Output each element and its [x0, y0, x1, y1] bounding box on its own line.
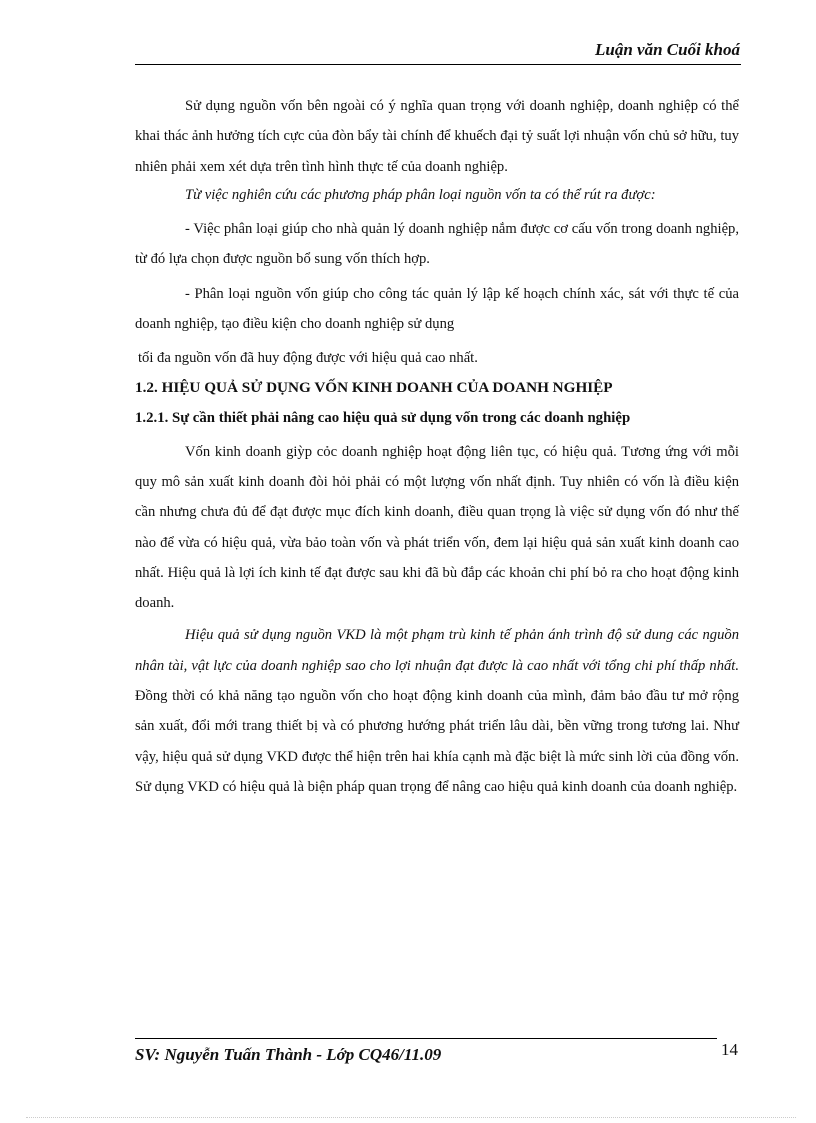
section-heading: 1.2. HIỆU QUẢ SỬ DỤNG VỐN KINH DOANH CỦA DOANH NGHIỆP — [135, 378, 613, 396]
page-body — [135, 91, 739, 802]
paragraph-external-capital: Sử dụng nguồn vốn bên ngoài có ý nghĩa quan trọng với doanh nghiệp, doanh nghiệp có thể khai thác ảnh hưởng tích cực của đòn bẩy tài chính để khuếch đại tỷ suất lợi nhuận vốn chủ sở hữu, tuy nhiên phải xem xét dựa trên tình hình thực tế của doanh nghiệp. — [135, 98, 739, 175]
footer-rule — [135, 1038, 717, 1039]
paragraph-efficiency-definition — [135, 620, 739, 802]
page-bottom-edge — [26, 1117, 796, 1118]
page-number: 14 — [721, 1040, 738, 1059]
efficiency-definition-rest: Đồng thời có khả năng tạo nguồn vốn cho hoạt động kinh doanh của mình, đảm bảo đầu tư mở rộng sản xuất, đổi mới trang thiết bị và có phương hướng phát triển lâu dài, bền vững trong tương lai. Như vậy, hiệu quả sử dụng VKD được thể hiện trên hai khía cạnh mà đặc biệt là mức sinh lời của đồng vốn. Sử dụng VKD có hiệu quả là biện pháp quan trọng để nâng cao hiệu quả kinh doanh của doanh nghiệp. — [135, 688, 739, 795]
header-rule — [135, 64, 741, 65]
efficiency-definition-italic: Hiệu quả sử dụng nguồn VKD là một phạm trù kinh tế phản ánh trình độ sử dung các nguồn nhân tài, vật lực của doanh nghiệp sao cho lợi nhuận đạt được là cao nhất với tổng chi phí thấp nhất. — [135, 627, 739, 674]
subsection-heading: 1.2.1. Sự cần thiết phải nâng cao hiệu quả sử dụng vốn trong các doanh nghiệp — [135, 409, 631, 426]
running-header-title: Luận văn Cuối khoá — [594, 40, 740, 59]
paragraph-business-capital: Vốn kinh doanh giỳp cỏc doanh nghiệp hoạt động liên tục, có hiệu quả. Tương ứng với mỗi quy mô sản xuất kinh doanh đòi hỏi phải có một lượng vốn nhất định. Tuy nhiên có vốn là điều kiện cần nhưng chưa đủ để đạt được mục đích kinh doanh, điều quan trọng là việc sử dụng vốn đó như thế nào để vừa có hiệu quả, vừa bảo toàn vốn và phát triển vốn, đem lại hiệu quả sản xuất kinh doanh cao nhất. Hiệu quả là lợi ích kinh tế đạt được sau khi đã bù đắp các khoản chi phí bỏ ra cho hoạt động kinh doanh. — [135, 443, 739, 612]
paragraph-conclusion-intro: Từ việc nghiên cứu các phương pháp phân loại nguồn vốn ta có thể rút ra được: — [185, 186, 656, 203]
bullet-planning-continuation: tối đa nguồn vốn đã huy động được với hiệu quả cao nhất. — [138, 350, 478, 367]
bullet-classification-benefit: - Việc phân loại giúp cho nhà quản lý doanh nghiệp nắm được cơ cấu vốn trong doanh nghiệp, từ đó lựa chọn được nguồn bổ sung vốn thích hợp. — [135, 221, 739, 268]
footer-author: SV: Nguyễn Tuấn Thành - Lớp CQ46/11.09 — [135, 1045, 442, 1064]
bullet-planning-benefit: - Phân loại nguồn vốn giúp cho công tác quản lý lập kế hoạch chính xác, sát với thực tế của doanh nghiệp, tạo điều kiện cho doanh nghiệp sử dụng — [135, 285, 739, 333]
